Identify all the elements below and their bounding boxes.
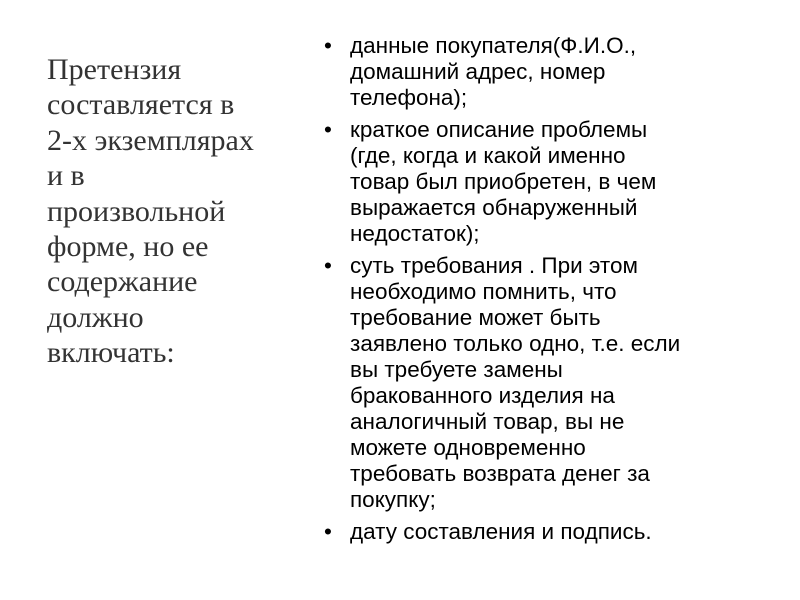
bullet-dot-icon: • bbox=[324, 253, 332, 278]
bullet-dot-icon: • bbox=[324, 117, 332, 142]
list-item bbox=[322, 253, 767, 513]
bullet-dot-icon: • bbox=[324, 519, 332, 544]
bullet-list bbox=[322, 33, 767, 551]
bullet-text-problem-description: краткое описание проблемы (где, когда и какой именно товар был приобретен, в чем выражается обнаруженный недостаток); bbox=[350, 117, 657, 246]
bullet-text-buyer-data: данные покупателя(Ф.И.О., домашний адрес, номер телефона); bbox=[350, 33, 637, 110]
bullet-dot-icon: • bbox=[324, 33, 332, 58]
slide-left-text: Претензия составляется в 2-х экземплярах и в произвольной форме, но ее содержание должно включать: bbox=[47, 53, 254, 370]
list-item bbox=[322, 519, 767, 545]
list-item bbox=[322, 117, 767, 247]
bullet-text-demand-essence: суть требования . При этом необходимо помнить, что требование может быть заявлено только одно, т.е. если вы требуете замены бракованного изделия на аналогичный товар, вы не можете одновременно требовать возврата денег за покупку; bbox=[350, 253, 681, 512]
list-item bbox=[322, 33, 767, 111]
bullet-text-date-signature: дату составления и подпись. bbox=[350, 519, 652, 544]
